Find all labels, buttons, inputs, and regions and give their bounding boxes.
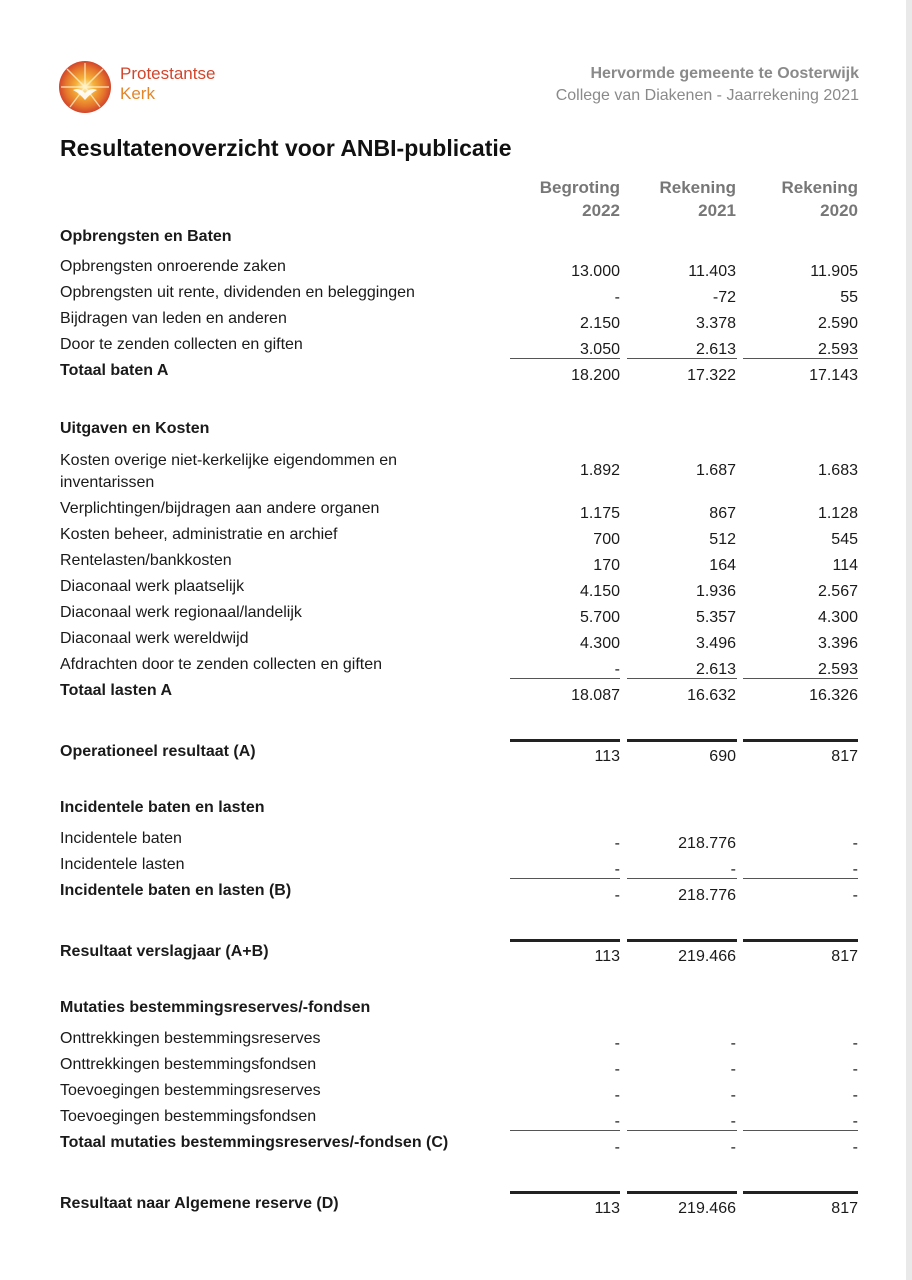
value-begroting-2022: 18.200 xyxy=(571,367,620,384)
value-rekening-2021: - xyxy=(730,1139,736,1156)
result-row xyxy=(60,1193,860,1219)
table-row xyxy=(60,1028,860,1054)
row-label: Incidentele lasten xyxy=(60,856,185,873)
column-header-begroting-2022 xyxy=(500,176,620,222)
row-label: Totaal lasten A xyxy=(60,682,173,699)
value-rekening-2020: - xyxy=(852,1061,858,1078)
subtotal-rule xyxy=(743,678,858,679)
row-label: Mutaties bestemmingsreserves/-fondsen xyxy=(60,999,371,1016)
value-rekening-2021: 3.496 xyxy=(695,635,736,652)
table-row xyxy=(60,1054,860,1080)
value-rekening-2021: 218.776 xyxy=(678,887,736,904)
table-row xyxy=(60,602,860,628)
row-label: Kosten overige niet-kerkelijke eigendommen en inventarissen xyxy=(60,452,398,491)
value-begroting-2022: - xyxy=(614,835,620,852)
table-row xyxy=(60,1106,860,1132)
value-rekening-2020: 545 xyxy=(831,531,858,548)
value-rekening-2020: 817 xyxy=(831,948,858,965)
row-label: Totaal baten A xyxy=(60,362,169,379)
value-rekening-2020: 114 xyxy=(832,557,858,574)
value-rekening-2021: 17.322 xyxy=(687,367,736,384)
row-label: Diaconaal werk wereldwijd xyxy=(60,630,249,647)
value-rekening-2020: 17.143 xyxy=(809,367,858,384)
value-rekening-2021: - xyxy=(730,1061,736,1078)
value-begroting-2022: 113 xyxy=(594,748,620,765)
logo-line-2: Kerk xyxy=(120,84,155,103)
value-rekening-2021: 2.613 xyxy=(695,661,736,678)
table-row xyxy=(60,1080,860,1106)
table-row xyxy=(60,854,860,880)
row-label: Toevoegingen bestemmingsfondsen xyxy=(60,1108,317,1125)
value-rekening-2020: 2.590 xyxy=(817,315,858,332)
value-rekening-2021: - xyxy=(730,861,736,878)
row-label: Bijdragen van leden en anderen xyxy=(60,310,287,327)
table-row xyxy=(60,308,860,334)
value-rekening-2021: 164 xyxy=(709,557,736,574)
row-label: Afdrachten door te zenden collecten en giften xyxy=(60,656,382,673)
value-rekening-2020: - xyxy=(852,835,858,852)
value-rekening-2021: 219.466 xyxy=(678,948,736,965)
total-row xyxy=(60,360,860,386)
column-header-line1: Begroting xyxy=(539,178,620,197)
value-begroting-2022: - xyxy=(614,887,620,904)
row-label: Totaal mutaties bestemmingsreserves/-fondsen (C) xyxy=(60,1134,449,1151)
value-begroting-2022: 113 xyxy=(594,1200,620,1217)
subtotal-rule xyxy=(627,1130,737,1131)
row-label: Opbrengsten en Baten xyxy=(60,228,232,245)
value-rekening-2021: 867 xyxy=(709,505,736,522)
value-rekening-2021: 219.466 xyxy=(678,1200,736,1217)
value-rekening-2021: 2.613 xyxy=(695,341,736,358)
value-rekening-2020: 817 xyxy=(831,1200,858,1217)
value-rekening-2020: - xyxy=(852,1035,858,1052)
value-rekening-2021: 1.687 xyxy=(695,462,736,479)
subtotal-rule xyxy=(510,678,620,679)
value-rekening-2020: - xyxy=(852,1087,858,1104)
value-begroting-2022: 700 xyxy=(593,531,620,548)
section-heading xyxy=(60,226,860,252)
value-rekening-2020: - xyxy=(852,1113,858,1130)
value-rekening-2021: 690 xyxy=(709,748,736,765)
value-begroting-2022: - xyxy=(614,1087,620,1104)
table-row xyxy=(60,576,860,602)
value-rekening-2020: 55 xyxy=(840,289,858,306)
table-row xyxy=(60,450,860,491)
row-label: Opbrengsten onroerende zaken xyxy=(60,258,286,275)
row-label: Diaconaal werk plaatselijk xyxy=(60,578,245,595)
table-row xyxy=(60,282,860,308)
logo-line-1: Protestantse xyxy=(120,64,216,83)
table-row xyxy=(60,498,860,524)
result-rule xyxy=(743,1191,858,1194)
value-begroting-2022: 4.300 xyxy=(579,635,620,652)
value-rekening-2020: 4.300 xyxy=(817,609,858,626)
total-row xyxy=(60,880,860,906)
value-rekening-2021: - xyxy=(730,1035,736,1052)
value-rekening-2020: 1.683 xyxy=(817,462,858,479)
row-label: Incidentele baten en lasten xyxy=(60,799,265,816)
column-header-rekening-2021 xyxy=(616,176,736,222)
value-rekening-2020: - xyxy=(852,1139,858,1156)
value-begroting-2022: - xyxy=(614,1035,620,1052)
value-begroting-2022: 2.150 xyxy=(579,315,620,332)
value-rekening-2020: - xyxy=(852,887,858,904)
subtotal-rule xyxy=(743,878,858,879)
row-label: Diaconaal werk regionaal/landelijk xyxy=(60,604,302,621)
result-rule xyxy=(627,1191,737,1194)
subtotal-rule xyxy=(743,1130,858,1131)
value-rekening-2020: - xyxy=(852,861,858,878)
subtotal-rule xyxy=(510,878,620,879)
value-rekening-2021: 5.357 xyxy=(695,609,736,626)
value-rekening-2021: 1.936 xyxy=(695,583,736,600)
row-label: Operationeel resultaat (A) xyxy=(60,743,256,760)
subtotal-rule xyxy=(627,878,737,879)
row-label: Door te zenden collecten en giften xyxy=(60,336,303,353)
organization-name: Hervormde gemeente te Oosterwijk xyxy=(590,65,859,82)
table-row xyxy=(60,524,860,550)
column-header-line2: 2021 xyxy=(698,201,736,220)
row-label: Opbrengsten uit rente, dividenden en beleggingen xyxy=(60,284,415,301)
value-begroting-2022: 4.150 xyxy=(579,583,620,600)
value-rekening-2021: - xyxy=(730,1113,736,1130)
row-label: Resultaat naar Algemene reserve (D) xyxy=(60,1195,339,1212)
result-row xyxy=(60,741,860,767)
value-rekening-2020: 11.905 xyxy=(810,263,858,280)
value-rekening-2021: 11.403 xyxy=(688,263,736,280)
result-rule xyxy=(743,939,858,942)
page-title: Resultatenoverzicht voor ANBI-publicatie xyxy=(60,135,512,161)
row-label: Resultaat verslagjaar (A+B) xyxy=(60,943,269,960)
value-begroting-2022: - xyxy=(614,661,620,678)
subtotal-rule xyxy=(627,678,737,679)
value-rekening-2021: 512 xyxy=(709,531,736,548)
value-rekening-2020: 817 xyxy=(831,748,858,765)
column-header-line2: 2020 xyxy=(820,201,858,220)
value-rekening-2020: 2.593 xyxy=(817,341,858,358)
total-row xyxy=(60,1132,860,1158)
table-row xyxy=(60,256,860,282)
logo-wordmark xyxy=(120,64,215,104)
value-begroting-2022: - xyxy=(614,1061,620,1078)
table-row xyxy=(60,334,860,360)
column-header-rekening-2020 xyxy=(738,176,858,222)
value-rekening-2021: 3.378 xyxy=(695,315,736,332)
value-rekening-2020: 3.396 xyxy=(817,635,858,652)
table-row xyxy=(60,654,860,680)
column-header-line2: 2022 xyxy=(582,201,620,220)
result-rule xyxy=(510,739,620,742)
result-row xyxy=(60,941,860,967)
row-label: Verplichtingen/bijdragen aan andere organen xyxy=(60,500,380,517)
column-header-line1: Rekening xyxy=(659,178,736,197)
value-begroting-2022: 3.050 xyxy=(579,341,620,358)
subtotal-rule xyxy=(627,358,737,359)
value-begroting-2022: 5.700 xyxy=(579,609,620,626)
result-rule xyxy=(510,939,620,942)
value-begroting-2022: 18.087 xyxy=(571,687,620,704)
section-heading xyxy=(60,997,860,1023)
value-begroting-2022: 113 xyxy=(594,948,620,965)
value-begroting-2022: 1.892 xyxy=(579,462,620,479)
row-label: Incidentele baten en lasten (B) xyxy=(60,882,292,899)
value-rekening-2020: 2.593 xyxy=(817,661,858,678)
value-rekening-2020: 16.326 xyxy=(809,687,858,704)
total-row xyxy=(60,680,860,706)
subtotal-rule xyxy=(743,358,858,359)
page-edge xyxy=(906,0,912,1280)
section-heading xyxy=(60,797,860,823)
table-row xyxy=(60,550,860,576)
value-rekening-2021: - xyxy=(730,1087,736,1104)
value-begroting-2022: - xyxy=(614,1113,620,1130)
value-rekening-2020: 2.567 xyxy=(817,583,858,600)
row-label: Onttrekkingen bestemmingsfondsen xyxy=(60,1056,317,1073)
value-begroting-2022: - xyxy=(614,1139,620,1156)
subtotal-rule xyxy=(510,358,620,359)
table-row xyxy=(60,828,860,854)
row-label: Kosten beheer, administratie en archief xyxy=(60,526,338,543)
document-header xyxy=(556,63,859,107)
column-header-line1: Rekening xyxy=(781,178,858,197)
result-rule xyxy=(743,739,858,742)
row-label: Uitgaven en Kosten xyxy=(60,420,210,437)
table-row xyxy=(60,628,860,654)
section-heading xyxy=(60,418,860,444)
result-rule xyxy=(627,739,737,742)
value-begroting-2022: 1.175 xyxy=(579,505,620,522)
value-begroting-2022: - xyxy=(614,289,620,306)
value-begroting-2022: - xyxy=(614,861,620,878)
result-rule xyxy=(510,1191,620,1194)
value-rekening-2020: 1.128 xyxy=(817,505,858,522)
value-begroting-2022: 170 xyxy=(593,557,620,574)
subtotal-rule xyxy=(510,1130,620,1131)
value-begroting-2022: 13.000 xyxy=(571,263,620,280)
row-label: Onttrekkingen bestemmingsreserves xyxy=(60,1030,321,1047)
value-rekening-2021: 16.632 xyxy=(687,687,736,704)
value-rekening-2021: -72 xyxy=(712,289,736,306)
value-rekening-2021: 218.776 xyxy=(678,835,736,852)
document-subtitle: College van Diakenen - Jaarrekening 2021 xyxy=(555,87,859,104)
row-label: Toevoegingen bestemmingsreserves xyxy=(60,1082,321,1099)
row-label: Incidentele baten xyxy=(60,830,182,847)
row-label: Rentelasten/bankkosten xyxy=(60,552,232,569)
protestantse-kerk-logo xyxy=(58,60,112,114)
result-rule xyxy=(627,939,737,942)
